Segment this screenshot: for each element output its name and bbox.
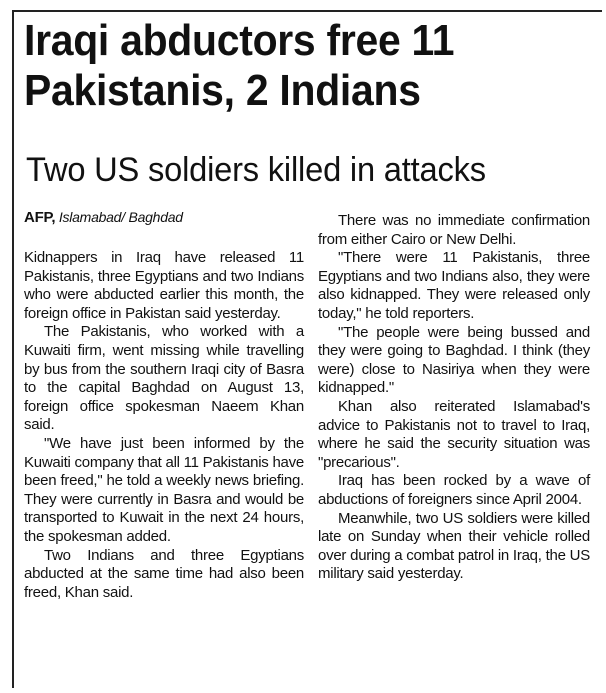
- paragraph: Kidnappers in Iraq have released 11 Pakistanis, three Egyptians and two Indians who were abducted earlier this month, the foreign office in Pakistan said yesterday.: [24, 249, 304, 322]
- dateline: [24, 208, 304, 227]
- headline-line-2: Pakistanis, 2 Indians: [24, 66, 421, 115]
- article-column-2: [318, 212, 590, 584]
- paragraph: Meanwhile, two US soldiers were killed late on Sunday when their vehicle rolled over during a combat patrol in Iraq, the US military said yesterday.: [318, 509, 590, 583]
- paragraph: "There were 11 Pakistanis, three Egyptians and two Indians also, they were also kidnapped. They were released only today," he told reporters.: [318, 249, 590, 322]
- subheadline: Two US soldiers killed in attacks: [26, 151, 486, 189]
- paragraph: Two Indians and three Egyptians abducted at the same time had also been freed, Khan said.: [24, 546, 304, 601]
- dateline-location: Islamabad/ Baghdad: [58, 209, 183, 225]
- paragraph: "We have just been informed by the Kuwaiti company that all 11 Pakistanis have been freed," he told a weekly news briefing. They were currently in Basra and would be transported to Kuwait in the next 24 hours, the spokesman added.: [24, 434, 304, 545]
- news-agency: AFP,: [24, 209, 56, 226]
- paragraph: Khan also reiterated Islamabad's advice to Pakistanis not to travel to Iraq, where he said the security situation was "precarious".: [318, 397, 590, 471]
- paragraph: Iraq has been rocked by a wave of abductions of foreigners since April 2004.: [318, 472, 590, 508]
- paragraph: There was no immediate confirmation from either Cairo or New Delhi.: [318, 212, 590, 248]
- headline-line-1: Iraqi abductors free 11: [24, 16, 455, 65]
- headline: [24, 16, 554, 116]
- paragraph: The Pakistanis, who worked with a Kuwaiti firm, went missing while travelling by bus from the southern Iraqi city of Basra to the capital Baghdad on August 13, foreign office spokesman Naeem Khan said.: [24, 323, 304, 434]
- article-column-1: [24, 208, 304, 602]
- paragraph: "The people were being bussed and they were going to Baghdad. I think (they were) close to Nasiriya when they were kidnapped.": [318, 323, 590, 397]
